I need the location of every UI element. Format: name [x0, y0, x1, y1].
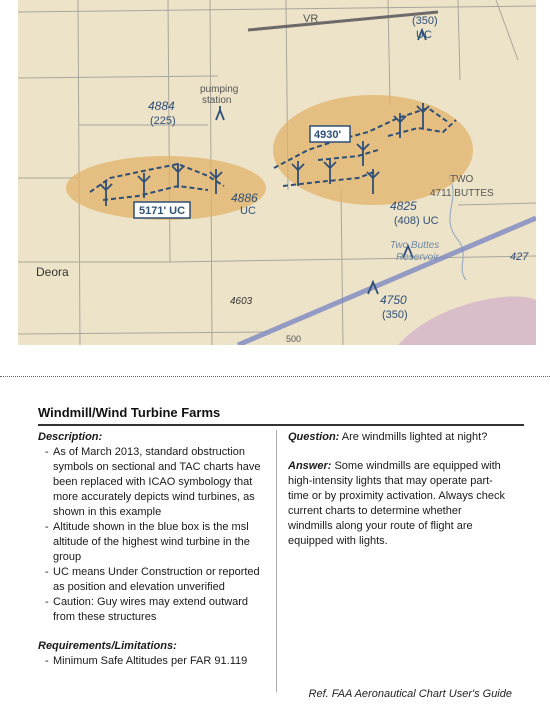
map-label-res-2: Reservoir: [396, 252, 439, 263]
requirements-item-1: - Minimum Safe Altitudes per FAR 91.119: [38, 654, 270, 669]
question-label: Question:: [288, 431, 340, 443]
map-label-4886: 4886: [231, 191, 258, 205]
question-text: Are windmills lighted at night?: [341, 431, 488, 443]
description-item-2: - Altitude shown in the blue box is the msl altitude of the highest wind turbine in the group: [38, 520, 270, 565]
requirements-heading: Requirements/Limitations:: [38, 640, 177, 652]
description-list: [38, 445, 270, 625]
reference-note: Ref. FAA Aeronautical Chart User's Guide: [308, 688, 512, 700]
map-label-4825: 4825: [390, 199, 417, 213]
sectional-chart-excerpt: [18, 0, 536, 345]
map-label-225: (225): [150, 115, 176, 127]
answer: [288, 459, 506, 549]
answer-label: Answer:: [288, 460, 332, 472]
map-label-408uc: (408) UC: [394, 215, 439, 227]
question: [288, 430, 506, 445]
map-label-427: 427: [510, 251, 529, 263]
map-label-station: station: [202, 95, 232, 106]
description-column: [38, 430, 270, 669]
requirements-list: [38, 654, 270, 669]
description-item-1: - As of March 2013, standard obstruction symbols on sectional and TAC charts have been replaced with ICAO symbology that more accurately depicts wind turbines, as shown in this example: [38, 445, 270, 520]
map-label-res-1: Two Buttes: [390, 240, 440, 251]
description-item-4: - Caution: Guy wires may extend outward from these structures: [38, 595, 270, 625]
map-label-350-top: (350): [412, 15, 438, 27]
map-label-buttes: 4711 BUTTES: [430, 188, 494, 199]
answer-text: Some windmills are equipped with high-intensity lights that may operate part-time or by proximity activation. Always check current charts to determine whether windmills along your route of flight are equipped with lights.: [288, 460, 506, 547]
map-label-deora: Deora: [36, 265, 69, 279]
qa-column: [288, 430, 506, 549]
map-label-500: 500: [286, 334, 302, 344]
section-title: Windmill/Wind Turbine Farms: [38, 405, 221, 420]
map-label-two: TWO: [450, 174, 474, 185]
title-underline: [38, 424, 524, 426]
map-label-pumping: pumping: [200, 84, 239, 95]
map-label-uc-mid: UC: [240, 205, 256, 217]
column-divider: [276, 430, 277, 692]
description-heading: Description:: [38, 431, 103, 443]
dotted-divider: [0, 376, 550, 377]
map-box-right: 4930': [314, 129, 342, 141]
map-label-uc-top: UC: [416, 29, 432, 41]
description-item-3: - UC means Under Construction or reported as position and elevation unverified: [38, 565, 270, 595]
map-label-4603: 4603: [230, 296, 253, 307]
map-label-4884: 4884: [148, 99, 175, 113]
map-box-left: 5171' UC: [139, 205, 186, 217]
map-label-350b: (350): [382, 309, 408, 321]
map-label-4750: 4750: [380, 293, 407, 307]
map-label-vr: VR: [303, 13, 319, 25]
